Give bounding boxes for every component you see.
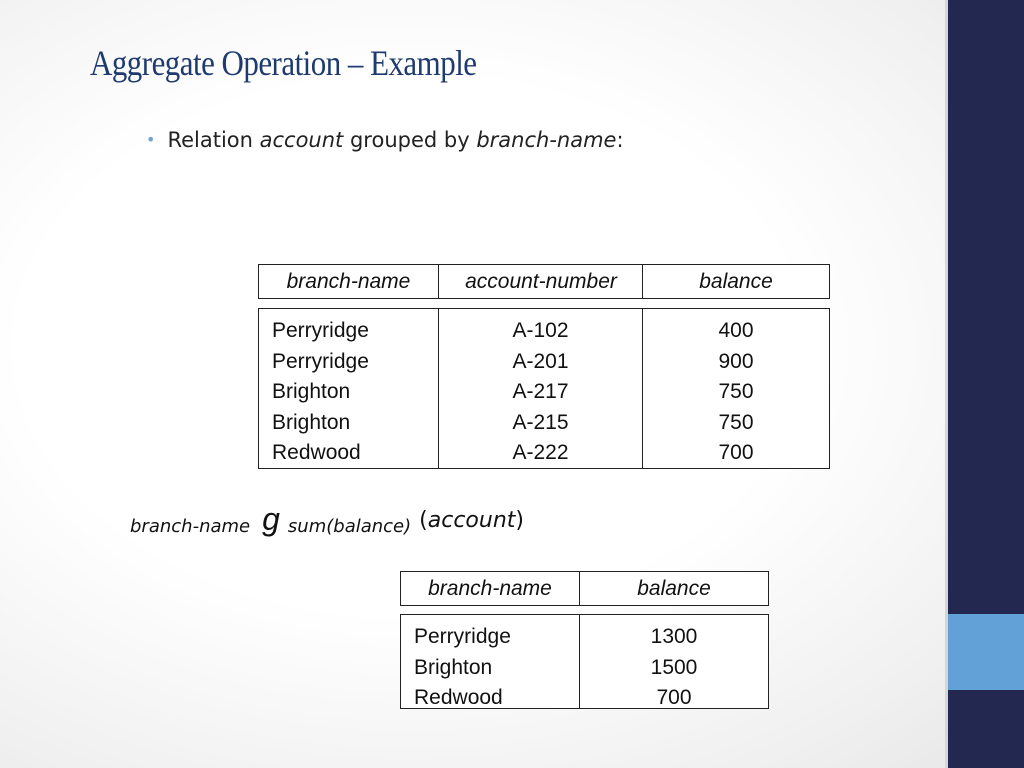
slide-title: Aggregate Operation – Example bbox=[90, 43, 477, 83]
table-cell: 700 bbox=[656, 686, 692, 710]
table-cell: Brighton bbox=[414, 655, 493, 679]
bullet-suffix: : bbox=[616, 128, 624, 152]
bullet-middle: grouped by bbox=[343, 128, 477, 152]
aggregate-expression bbox=[130, 503, 524, 540]
table-cell: Brighton bbox=[272, 410, 351, 434]
table-cell: Redwood bbox=[272, 441, 361, 465]
table-cell: Brighton bbox=[272, 380, 351, 404]
table-cell: A-222 bbox=[512, 441, 569, 465]
table-cell: Redwood bbox=[414, 686, 503, 710]
result-header-balance: balance bbox=[579, 572, 768, 605]
table-cell: 750 bbox=[718, 410, 754, 434]
account-column-branch-name bbox=[259, 309, 438, 468]
bullet-dot-icon: • bbox=[146, 130, 156, 149]
table-cell: A-215 bbox=[512, 410, 569, 434]
account-column-account-number bbox=[438, 309, 642, 468]
table-cell: A-217 bbox=[512, 380, 569, 404]
bullet-point bbox=[146, 128, 624, 152]
table-cell: 1300 bbox=[650, 625, 698, 648]
table-cell: Perryridge bbox=[272, 349, 369, 373]
table-cell: 750 bbox=[718, 380, 754, 404]
expression-group-attribute: branch-name bbox=[130, 516, 251, 537]
expression-relation: account bbox=[427, 508, 516, 533]
account-header-account-number: account-number bbox=[438, 265, 643, 298]
result-table-header bbox=[400, 571, 769, 606]
expression-relation-group bbox=[419, 508, 524, 533]
table-cell: Perryridge bbox=[272, 319, 369, 342]
table-cell: 900 bbox=[718, 349, 754, 373]
account-column-balance bbox=[642, 309, 829, 468]
table-cell: 700 bbox=[718, 441, 754, 465]
result-table-body bbox=[400, 614, 769, 709]
table-cell: A-102 bbox=[512, 319, 569, 342]
table-cell: A-201 bbox=[512, 349, 569, 373]
account-table-body bbox=[258, 308, 830, 469]
table-cell: 1500 bbox=[650, 655, 698, 679]
account-table-header bbox=[258, 264, 830, 299]
account-header-branch-name: branch-name bbox=[286, 269, 411, 293]
expression-close-paren: ) bbox=[515, 508, 524, 533]
table-cell: 400 bbox=[718, 319, 754, 342]
account-header-balance: balance bbox=[642, 265, 829, 298]
result-header-branch-name: branch-name bbox=[428, 576, 552, 600]
sidebar-accent-block bbox=[948, 614, 1024, 690]
expression-open-paren: ( bbox=[419, 508, 428, 533]
table-cell: Perryridge bbox=[414, 625, 511, 648]
result-column-branch-name bbox=[401, 615, 579, 708]
result-column-balance bbox=[579, 615, 768, 708]
bullet-attribute: branch-name bbox=[476, 128, 617, 152]
bullet-prefix: Relation bbox=[167, 128, 260, 152]
bullet-relation: account bbox=[259, 128, 344, 152]
expression-operator: g bbox=[262, 501, 280, 537]
expression-aggregate: sum(balance) bbox=[287, 516, 412, 537]
